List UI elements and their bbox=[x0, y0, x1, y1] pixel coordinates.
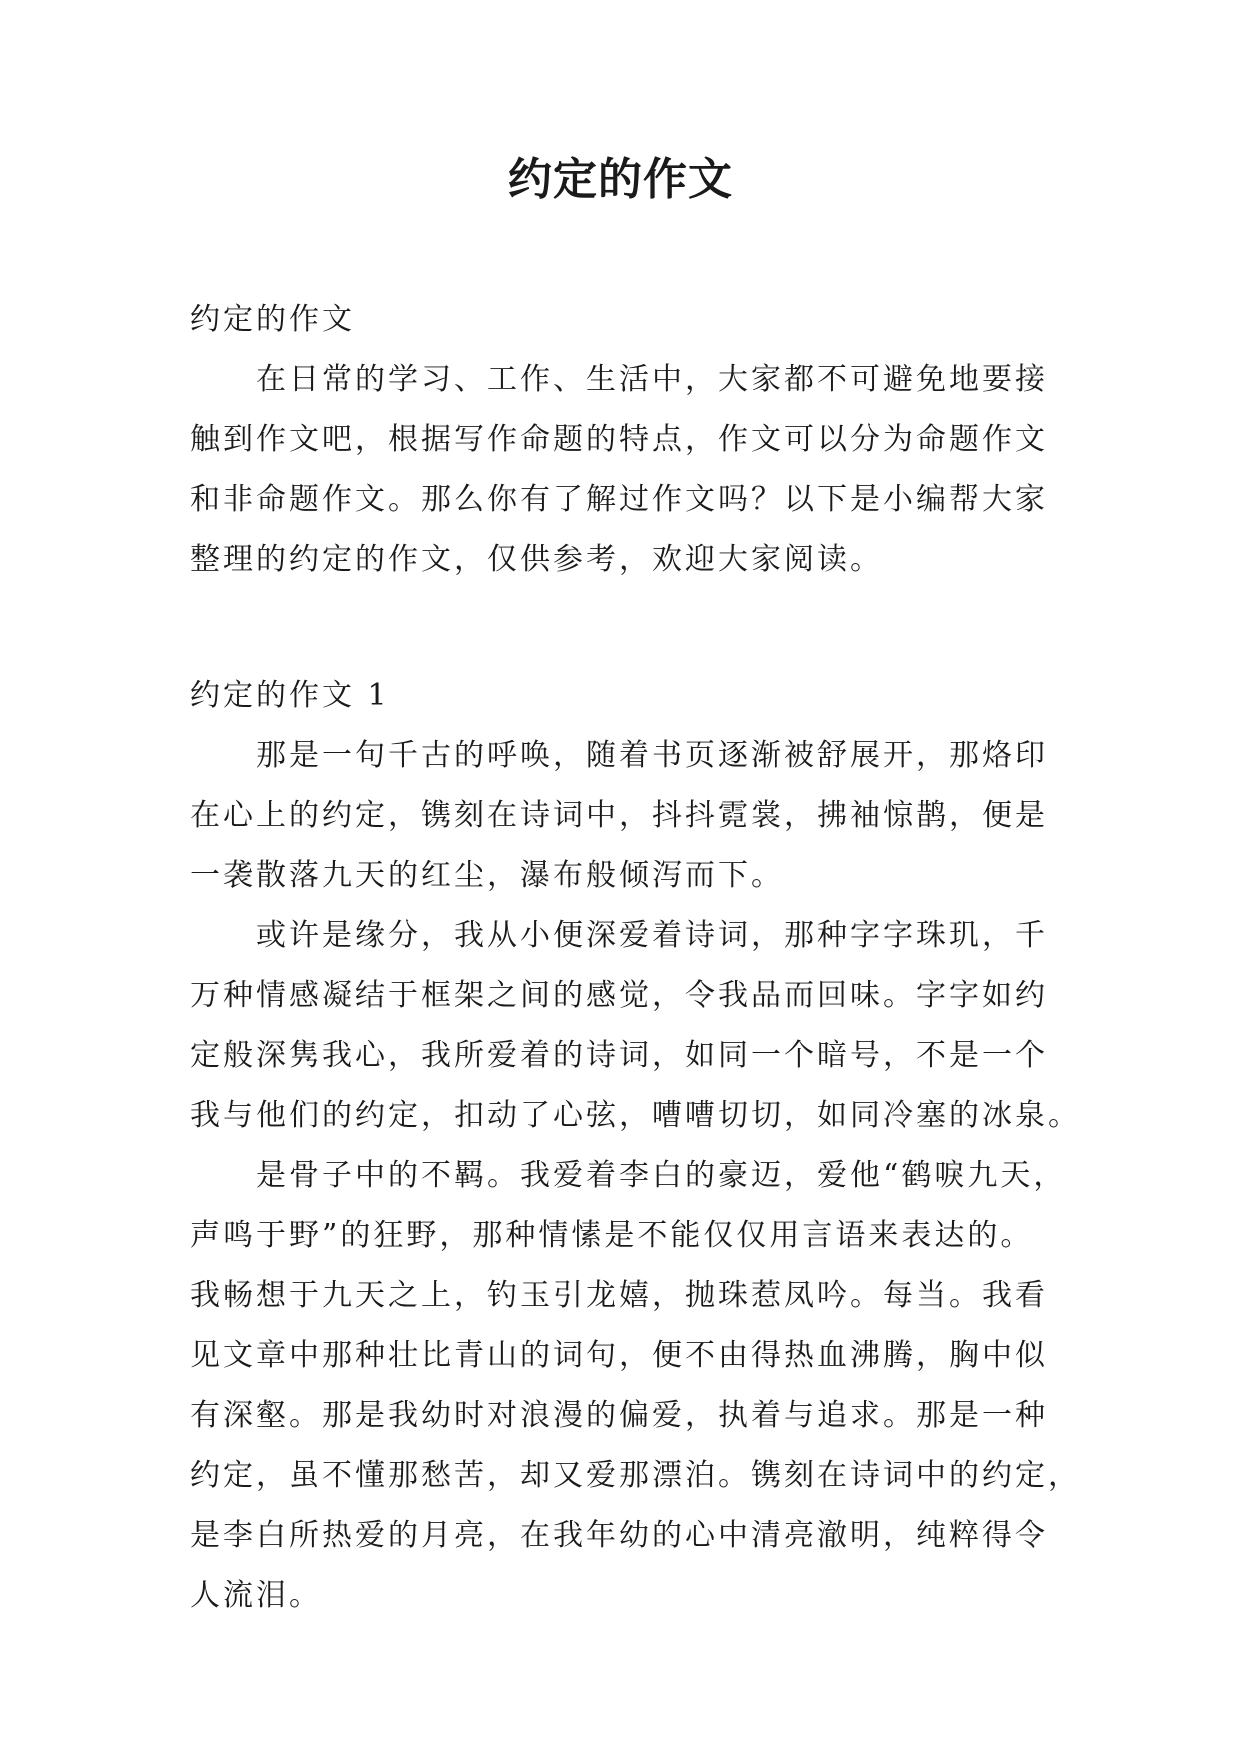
paragraph-line: 在心上的约定，镌刻在诗词中，抖抖霓裳，拂袖惊鹊，便是 bbox=[190, 798, 1048, 833]
paragraph-line: 在日常的学习、工作、生活中，大家都不可避免地要接 bbox=[256, 362, 1048, 397]
paragraph-line: 声鸣于野”的狂野，那种情愫是不能仅仅用言语来表达的。 bbox=[190, 1218, 1034, 1253]
paragraph-line: 约定，虽不懂那愁苦，却又爱那漂泊。镌刻在诗词中的约定， bbox=[190, 1458, 1081, 1493]
paragraph-line: 触到作文吧，根据写作命题的特点，作文可以分为命题作文 bbox=[190, 422, 1048, 457]
paragraph-line: 人流泪。 bbox=[190, 1578, 322, 1613]
paragraph-line: 万种情感凝结于框架之间的感觉，令我品而回味。字字如约 bbox=[190, 978, 1048, 1013]
paragraph-line: 整理的约定的作文，仅供参考，欢迎大家阅读。 bbox=[190, 542, 883, 577]
paragraph-line: 和非命题作文。那么你有了解过作文吗？以下是小编帮大家 bbox=[190, 482, 1048, 517]
essay1-heading: 约定的作文 1 bbox=[190, 678, 390, 713]
intro-paragraph bbox=[190, 350, 1070, 590]
intro-heading: 约定的作文 bbox=[190, 302, 355, 337]
paragraph-line: 那是一句千古的呼唤，随着书页逐渐被舒展开，那烙印 bbox=[256, 738, 1048, 773]
section-spacer bbox=[190, 590, 1070, 666]
paragraph-line: 是李白所热爱的月亮，在我年幼的心中清亮澈明，纯粹得令 bbox=[190, 1518, 1048, 1553]
document-title: 约定的作文 bbox=[508, 154, 733, 205]
paragraph-line: 一袭散落九天的红尘，瀑布般倾泻而下。 bbox=[190, 858, 784, 893]
paragraph-line: 见文章中那种壮比青山的词句，便不由得热血沸腾，胸中似 bbox=[190, 1338, 1048, 1373]
document-body bbox=[190, 290, 1081, 1626]
paragraph-line: 或许是缘分，我从小便深爱着诗词，那种字字珠玑，千 bbox=[256, 918, 1048, 953]
paragraph-line: 有深壑。那是我幼时对浪漫的偏爱，执着与追求。那是一种 bbox=[190, 1398, 1048, 1433]
paragraph-line: 是骨子中的不羁。我爱着李白的豪迈，爱他“鹤唳九天， bbox=[256, 1158, 1067, 1193]
essay1-paragraph-2 bbox=[190, 906, 1081, 1146]
paragraph-line: 定般深隽我心，我所爱着的诗词，如同一个暗号，不是一个 bbox=[190, 1038, 1048, 1073]
essay1-paragraph-1 bbox=[190, 726, 1070, 906]
essay1-paragraph-3 bbox=[190, 1146, 1081, 1626]
paragraph-line: 我与他们的约定，扣动了心弦，嘈嘈切切，如同冷塞的冰泉。 bbox=[190, 1098, 1081, 1133]
paragraph-line: 我畅想于九天之上，钓玉引龙嬉，抛珠惹凤吟。每当。我看 bbox=[190, 1278, 1048, 1313]
